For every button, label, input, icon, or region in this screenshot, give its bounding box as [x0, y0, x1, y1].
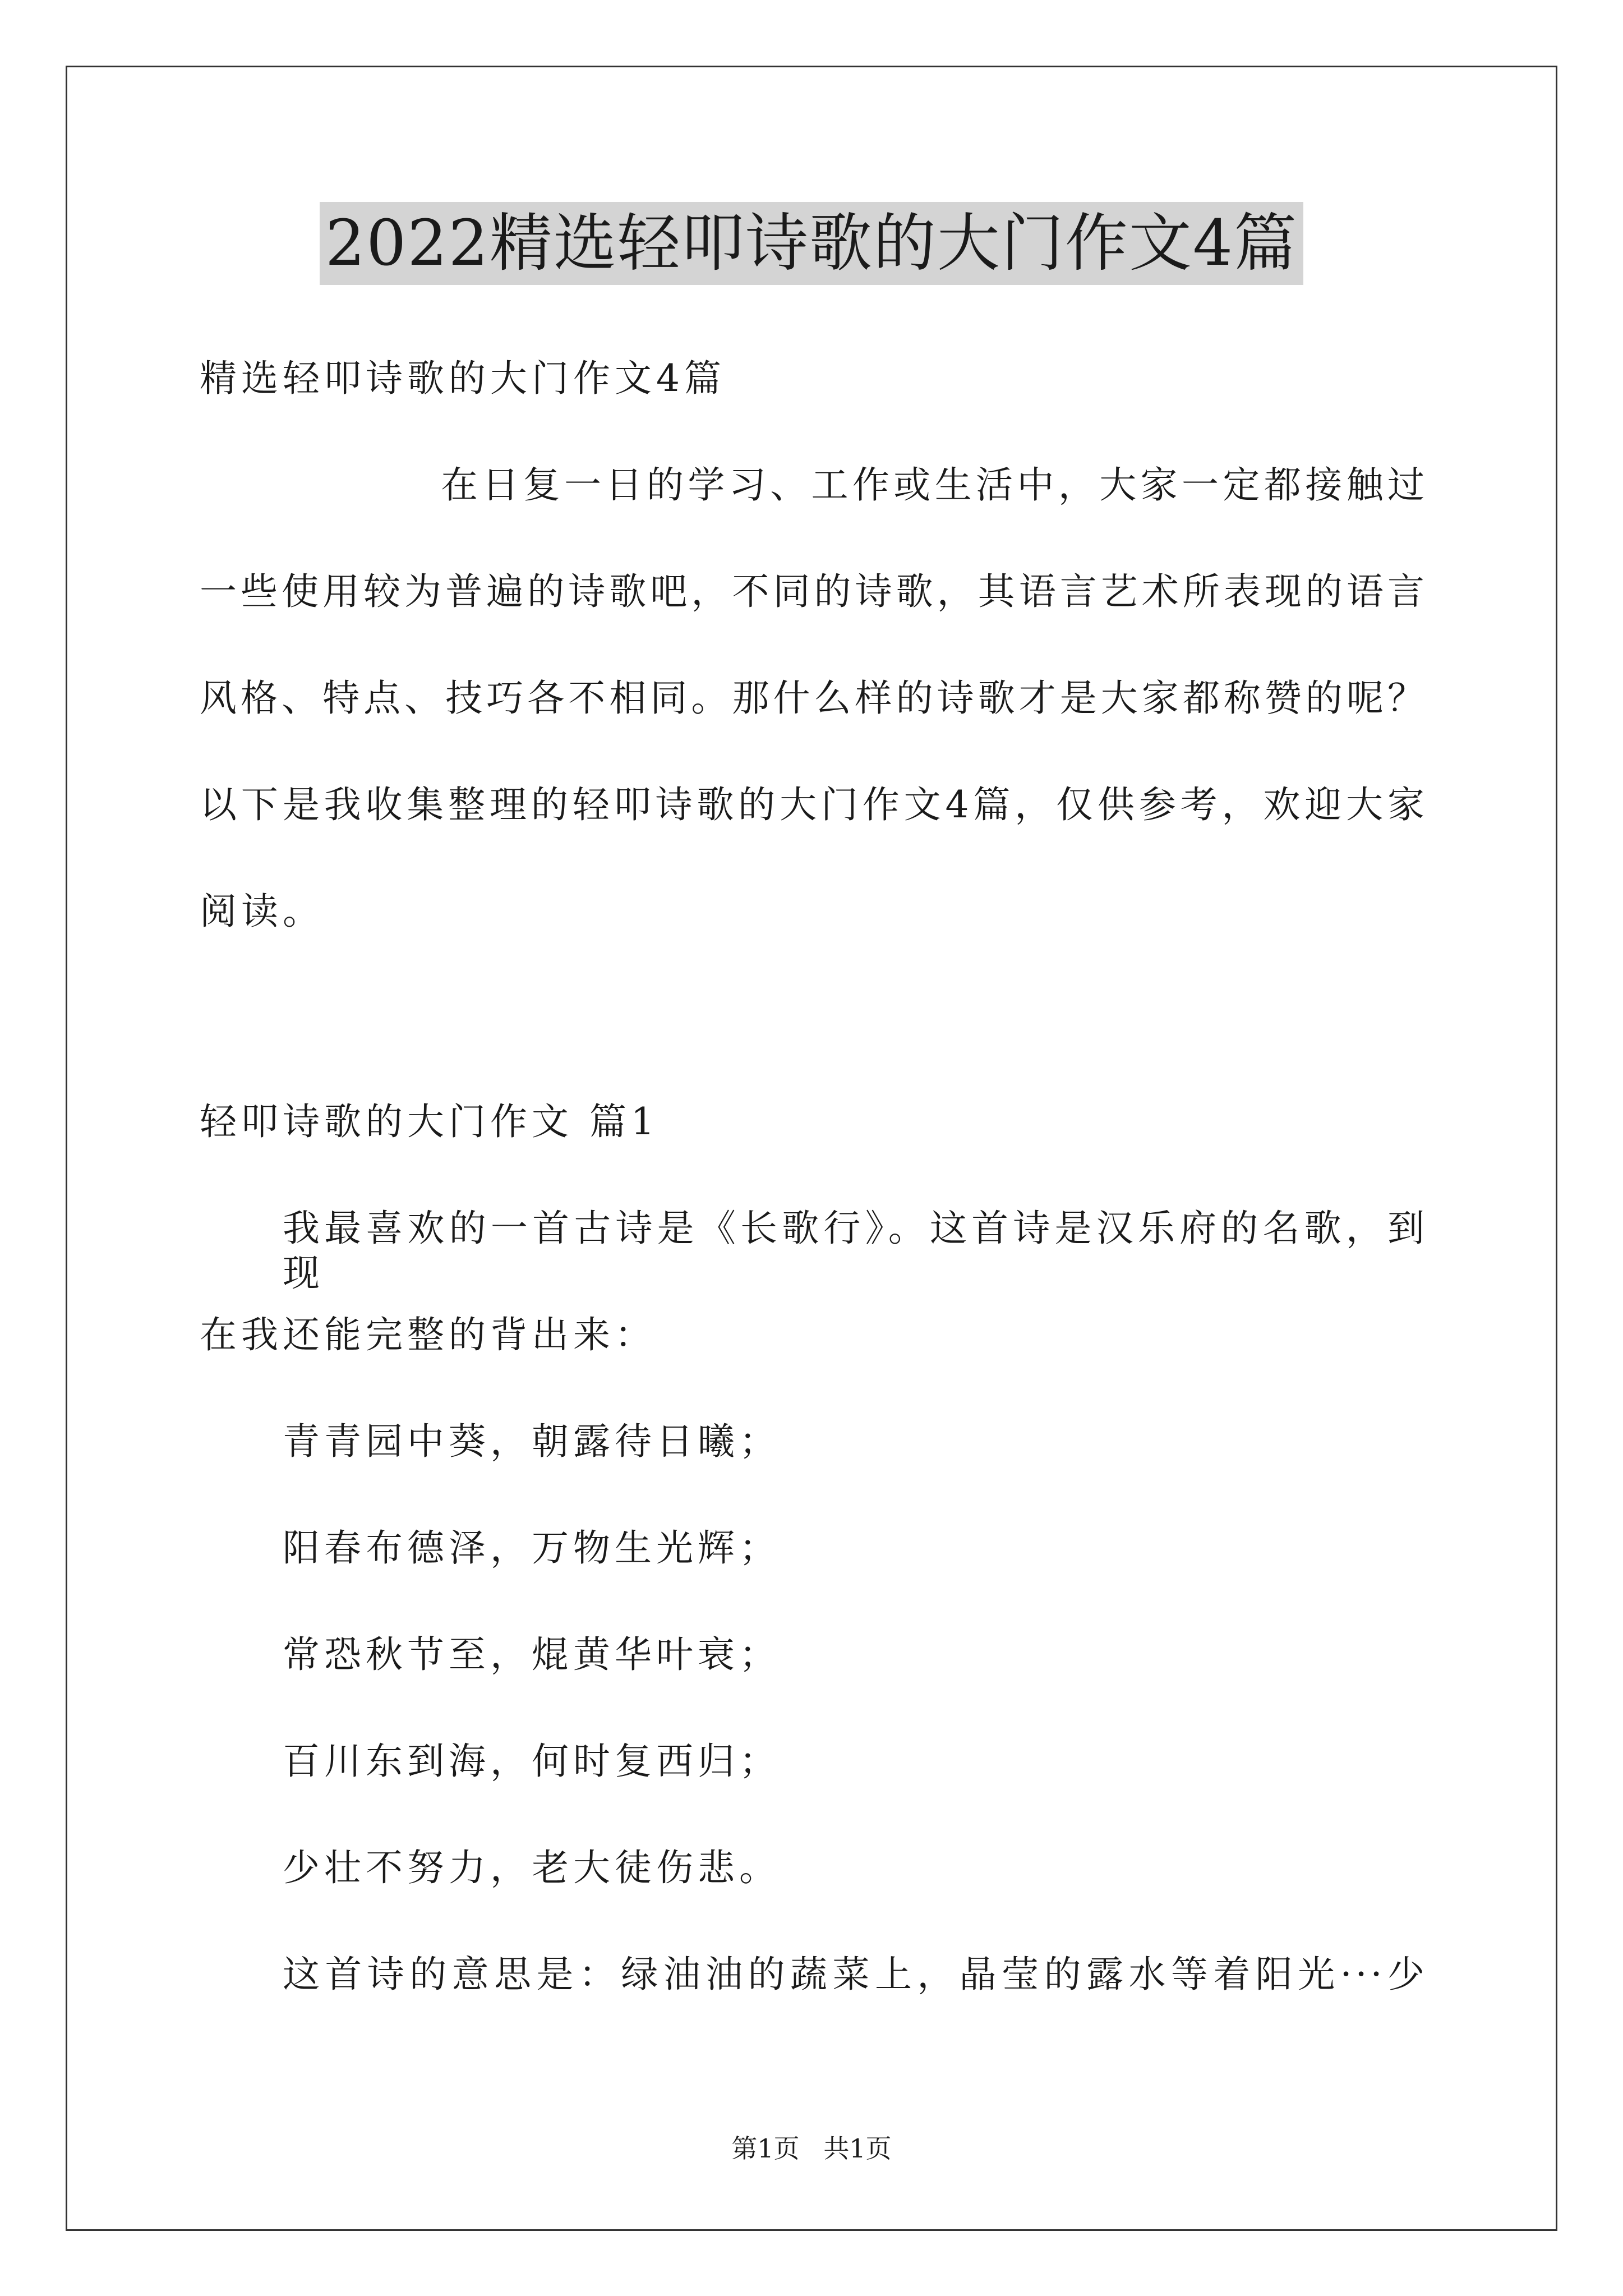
- poem-line-1: 青青园中葵，朝露待日曦；: [283, 1420, 781, 1463]
- meaning-line: 这首诗的意思是：绿油油的蔬菜上，晶莹的露水等着阳光···少: [283, 1953, 1428, 1996]
- intro-line-5: 阅读。: [200, 890, 324, 933]
- intro-line-2: 一些使用较为普遍的诗歌吧，不同的诗歌，其语言艺术所表现的语言: [200, 570, 1428, 613]
- para1-line-2: 在我还能完整的背出来：: [200, 1313, 656, 1356]
- section-heading: 轻叩诗歌的大门作文 篇1: [200, 1100, 659, 1143]
- page-total: 共1页: [823, 2133, 892, 2164]
- poem-line-2: 阳春布德泽，万物生光辉；: [283, 1526, 781, 1570]
- poem-line-5: 少壮不努力，老大徒伤悲。: [283, 1846, 781, 1889]
- document-title: 2022精选轻叩诗歌的大门作文4篇: [320, 202, 1303, 285]
- intro-line-4: 以下是我收集整理的轻叩诗歌的大门作文4篇，仅供参考，欢迎大家: [200, 783, 1428, 826]
- page-footer: [0, 2132, 1623, 2165]
- intro-line-1: 在日复一日的学习、工作或生活中，大家一定都接触过: [441, 463, 1428, 507]
- poem-line-4: 百川东到海，何时复西归；: [283, 1740, 781, 1783]
- title-container: [0, 202, 1623, 285]
- intro-line-3: 风格、特点、技巧各不相同。那什么样的诗歌才是大家都称赞的呢？: [200, 677, 1428, 720]
- subtitle: 精选轻叩诗歌的大门作文4篇: [200, 357, 726, 400]
- para1-line-1: 我最喜欢的一首古诗是《长歌行》。这首诗是汉乐府的名歌，到现: [283, 1207, 1428, 1295]
- page-number: 第1页: [731, 2133, 800, 2164]
- poem-line-3: 常恐秋节至，焜黄华叶衰；: [283, 1633, 781, 1676]
